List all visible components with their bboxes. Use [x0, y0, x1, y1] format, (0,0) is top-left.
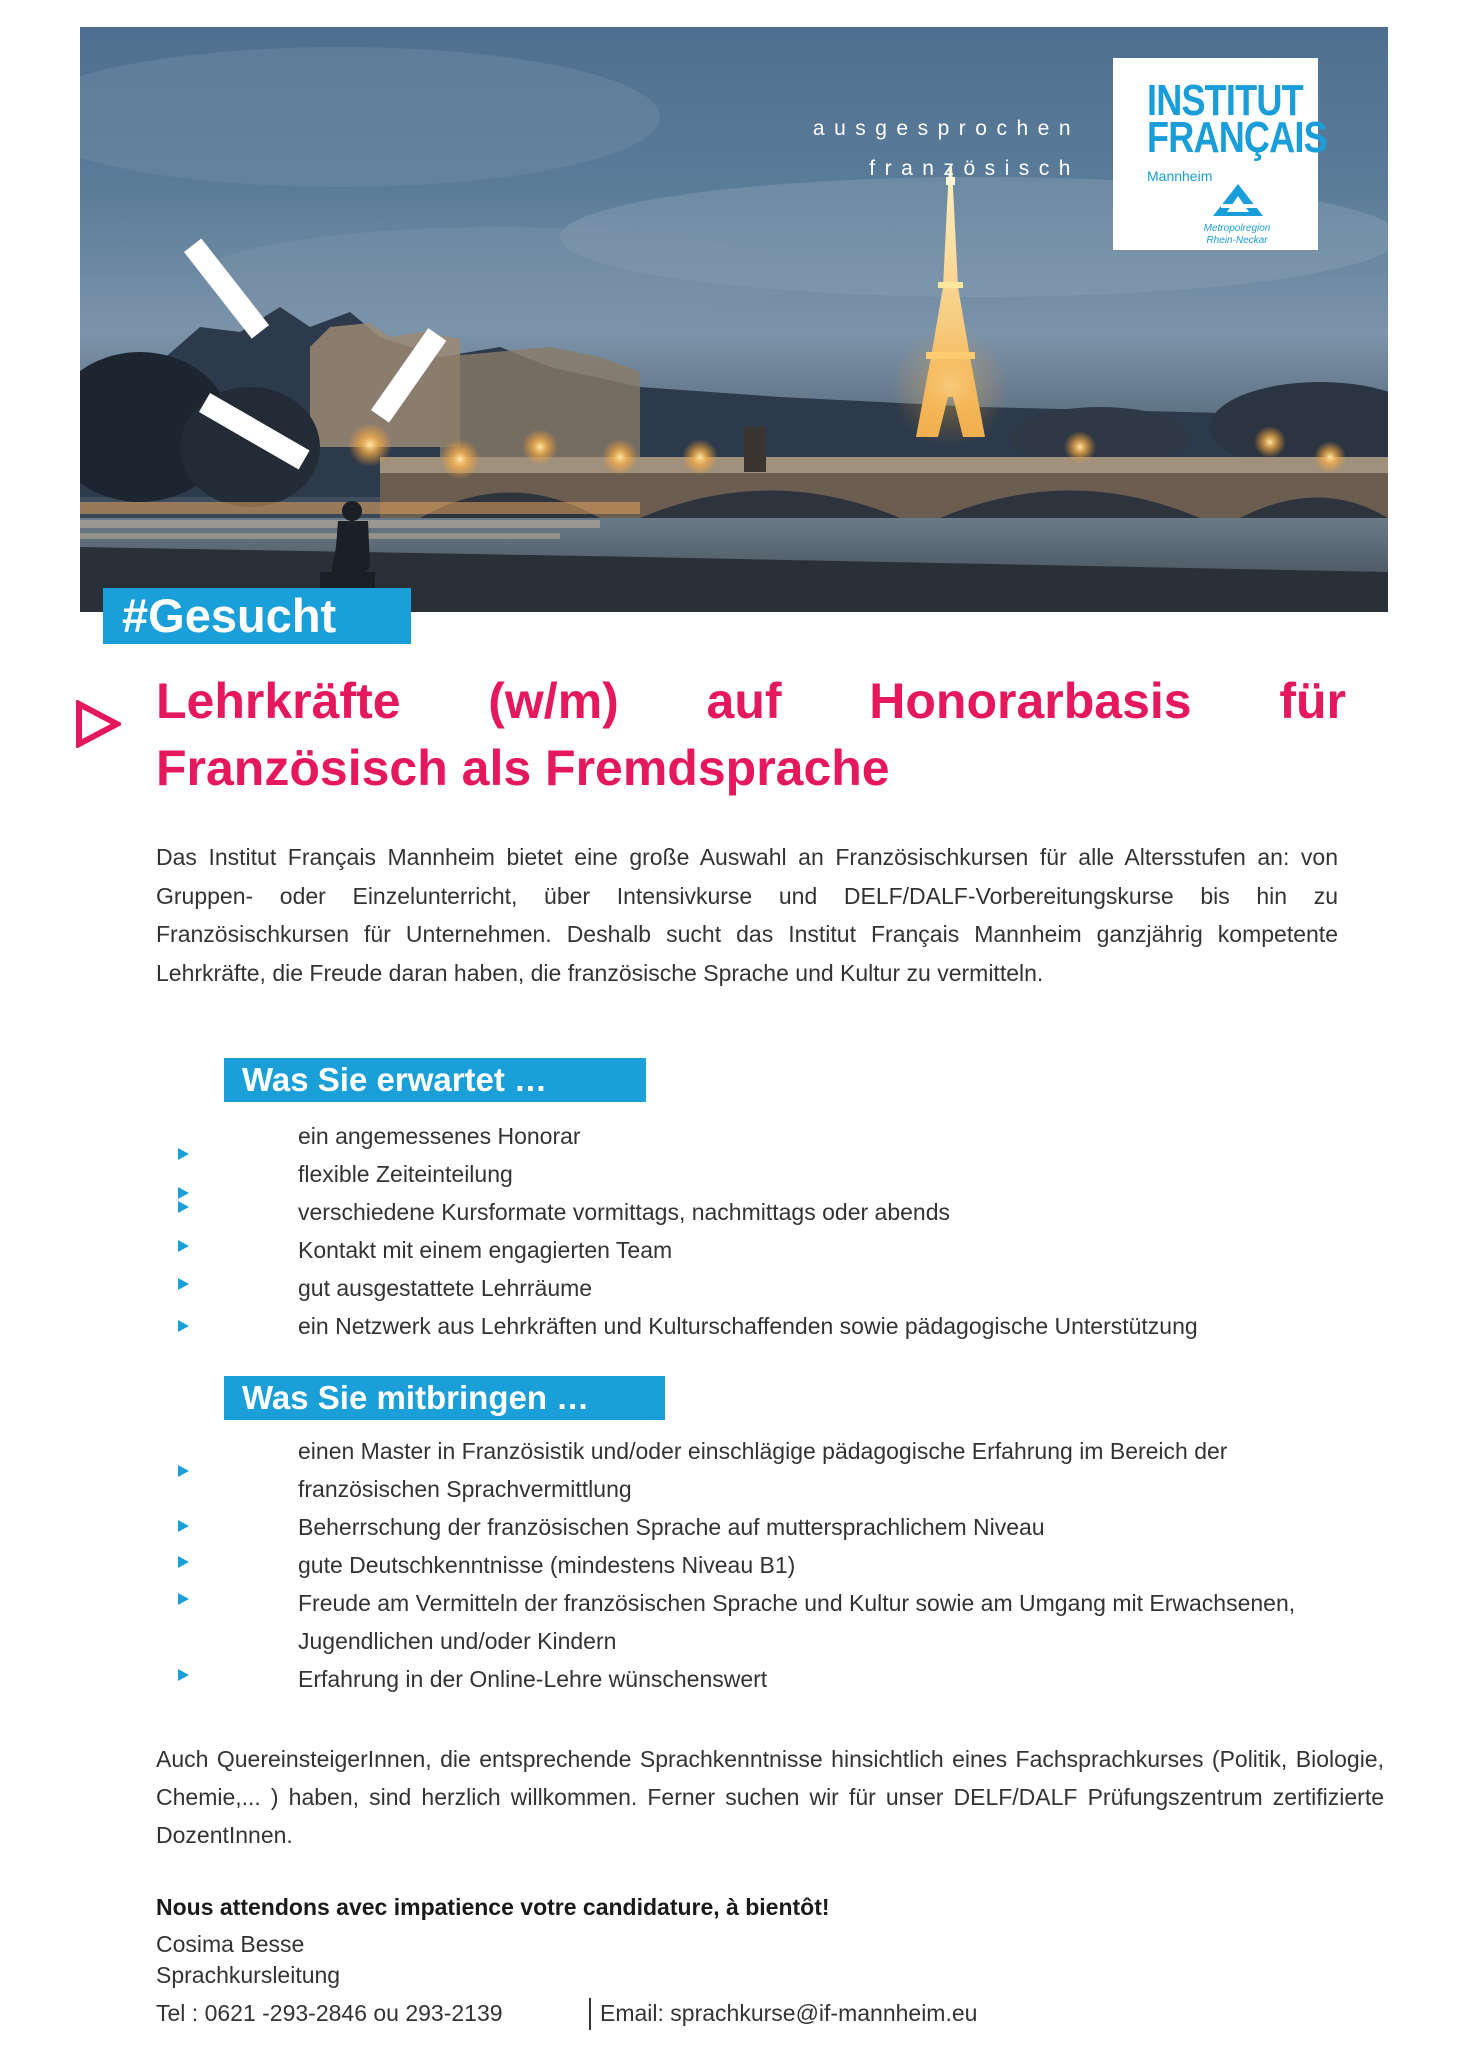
bullet-icon: [178, 1556, 189, 1568]
contact-separator: [589, 1998, 591, 2030]
offer-heading: Was Sie erwartet …: [224, 1058, 646, 1102]
call-to-action: Nous attendons avec impatience votre candidature, à bientôt!: [156, 1894, 830, 1920]
bullet-icon: [178, 1201, 189, 1213]
requirement-item: Beherrschung der französischen Sprache auf muttersprachlichem Niveau: [298, 1514, 1045, 1540]
logo-metro-text: Metropolregion Rhein-Neckar: [1203, 223, 1271, 246]
bullet-icon: [178, 1278, 189, 1290]
bullet-icon: [178, 1320, 189, 1332]
offer-item: Kontakt mit einem engagierten Team: [298, 1237, 673, 1263]
tagline-line-2: französisch: [869, 157, 1080, 180]
offer-item: verschiedene Kursformate vormittags, nachmittags oder abends: [298, 1199, 950, 1225]
tagline-line-1: ausgesprochen: [812, 117, 1080, 140]
contact-phone: Tel : 0621 -293-2846 ou 293-2139: [156, 2000, 503, 2026]
logo-city: Mannheim: [1147, 168, 1213, 184]
bullet-icon: [178, 1240, 189, 1252]
intro-paragraph: Das Institut Français Mannheim bietet eine große Auswahl an Französischkursen für alle Altersstufen an: von Gruppen- oder Einzelunterricht, über Intensivkurse und DELF/DALF-Vorbereitungskurse bis hin zu Französischkursen für Unternehmen. Deshalb sucht das Institut Français Mannheim ganzjährig kompetente Lehrkräfte, die Freude daran haben, die französische Sprache und Kultur zu vermitteln.: [156, 844, 1338, 986]
closing-paragraph: Auch QuereinsteigerInnen, die entsprechende Sprachkenntnisse hinsichtlich eines Fachsprachkurses (Politik, Biologie, Chemie,... ) haben, sind herzlich willkommen. Ferner suchen wir für unser DELF/DALF Prüfungszentrum zertifizierte DozentInnen.: [156, 1746, 1384, 1848]
requirement-item: einen Master in Französistik und/oder einschlägige pädagogische Erfahrung im Bereich der französischen Sprachvermittlung: [298, 1438, 1228, 1502]
bullet-icon: [178, 1148, 189, 1160]
institut-francais-logo: [1113, 58, 1327, 250]
gesucht-badge: #Gesucht: [103, 588, 411, 644]
requirement-item: gute Deutschkenntnisse (mindestens Niveau B1): [298, 1552, 796, 1578]
job-headline: [156, 668, 1346, 802]
offer-item: gut ausgestattete Lehrräume: [298, 1275, 593, 1301]
play-arrow-icon: [73, 700, 121, 748]
bullet-icon: [178, 1520, 189, 1532]
offer-item: ein angemessenes Honorar: [298, 1123, 581, 1149]
logo-line-1: INSTITUT: [1147, 76, 1303, 125]
contact-email[interactable]: Email: sprachkurse@if-mannheim.eu: [600, 2000, 978, 2026]
signature-name: Cosima Besse: [156, 1931, 305, 1957]
bullet-icon: [178, 1669, 189, 1681]
signature-role: Sprachkursleitung: [156, 1962, 341, 1988]
requirement-item: Freude am Vermitteln der französischen Sprache und Kultur sowie am Umgang mit Erwachsenen, Jugendlichen und/oder Kindern: [298, 1590, 1296, 1654]
bullet-icon: [178, 1593, 189, 1605]
headline-line-2: Französisch als Fremdsprache: [156, 740, 890, 796]
headline-line-1: Lehrkräfte (w/m) auf Honorarbasis für: [156, 673, 1346, 729]
hero-banner: [80, 27, 1388, 612]
bullet-icon: [178, 1187, 189, 1199]
offer-item: flexible Zeiteinteilung: [298, 1161, 513, 1187]
offer-item: ein Netzwerk aus Lehrkräften und Kulturschaffenden sowie pädagogische Unterstützung: [298, 1313, 1198, 1339]
logo-line-2: FRANÇAIS: [1147, 113, 1327, 162]
metropolregion-logo-icon: [1211, 182, 1265, 218]
bullet-icon: [178, 1465, 189, 1477]
requirement-item: Erfahrung in der Online-Lehre wünschenswert: [298, 1666, 768, 1692]
requirements-heading: Was Sie mitbringen …: [224, 1376, 665, 1420]
